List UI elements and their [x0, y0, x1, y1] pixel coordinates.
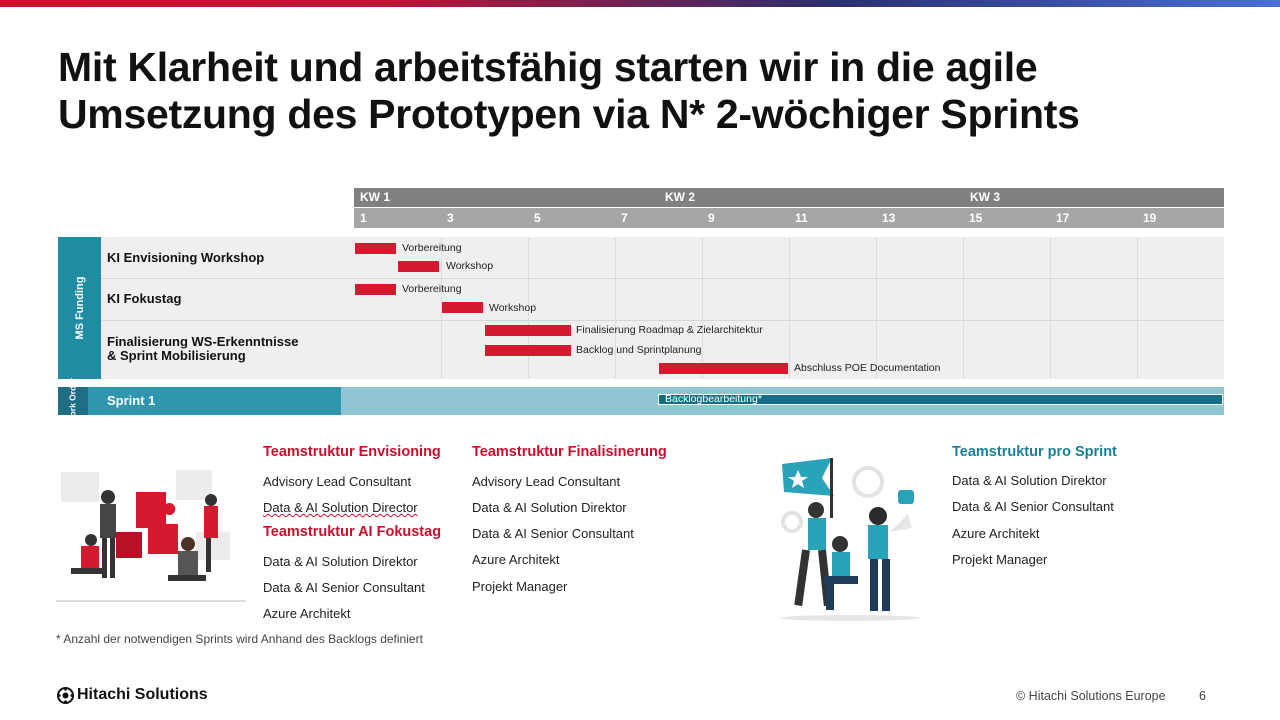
- page-number: 6: [1199, 689, 1206, 703]
- sprint-label: Sprint 1: [88, 387, 341, 415]
- heading-team-envisioning: Teamstruktur Envisioning: [263, 444, 441, 460]
- task-fokustag: KI Fokustag: [107, 291, 182, 306]
- team-member: Data & AI Solution Director: [263, 500, 418, 515]
- team-member: Data & AI Senior Consultant: [952, 499, 1114, 514]
- day-label: 15: [969, 211, 983, 225]
- gantt-bar: [355, 284, 396, 295]
- day-label: 7: [621, 211, 628, 225]
- task-finalisierung-line2: & Sprint Mobilisierung: [107, 348, 246, 363]
- heading-team-fokustag: Teamstruktur AI Fokustag: [263, 524, 442, 540]
- row-divider: [101, 278, 1224, 279]
- task-finalisierung: [107, 335, 298, 363]
- team-member: Projekt Manager: [472, 579, 568, 594]
- gantt-bar: [485, 345, 571, 356]
- task-envisioning-workshop: KI Envisioning Workshop: [107, 250, 265, 265]
- grid-line: [789, 237, 790, 379]
- slide-title: Mit Klarheit und arbeitsfähig starten wir in die agile Umsetzung des Prototypen via N* 2-wöchiger Sprints: [58, 44, 1080, 137]
- grid-line: [963, 237, 964, 379]
- gantt-bar-label: Vorbereitung: [402, 242, 462, 254]
- team-member: Data & AI Senior Consultant: [472, 526, 634, 541]
- day-label: 5: [534, 211, 541, 225]
- team-puzzle-illustration: [56, 462, 246, 612]
- team-member: Advisory Lead Consultant: [263, 474, 412, 489]
- ms-funding-text: MS Funding: [73, 276, 86, 340]
- top-accent-bar: [0, 0, 1280, 7]
- grid-line: [615, 237, 616, 379]
- team-member: Data & AI Solution Direktor: [472, 500, 627, 515]
- week-label-kw2: KW 2: [665, 190, 695, 204]
- day-label: 1: [360, 211, 367, 225]
- day-label: 11: [795, 211, 808, 225]
- day-label: 17: [1056, 211, 1070, 225]
- team-flag-illustration: [770, 452, 930, 624]
- team-member: Azure Architekt: [952, 526, 1040, 541]
- gantt-bar: [659, 363, 788, 374]
- task-finalisierung-line1: Finalisierung WS-Erkenntnisse: [107, 334, 299, 349]
- gantt-bar: [398, 261, 439, 272]
- gantt-bar: [442, 302, 483, 313]
- day-label: 19: [1143, 211, 1157, 225]
- grid-line: [876, 237, 877, 379]
- day-header-row: [354, 208, 1224, 228]
- team-member: Data & AI Senior Consultant: [263, 580, 425, 595]
- ms-funding-label: [58, 237, 101, 379]
- grid-line: [702, 237, 703, 379]
- gantt-bar-label: Workshop: [489, 302, 537, 314]
- team-member: Azure Architekt: [472, 552, 560, 567]
- hitachi-logo-icon: [57, 687, 74, 704]
- team-member: Data & AI Solution Direktor: [263, 554, 418, 569]
- team-member: Azure Architekt: [263, 606, 351, 621]
- company-logo: [57, 686, 208, 704]
- backlog-label: Backlogbearbeitung*: [665, 393, 762, 405]
- copyright: © Hitachi Solutions Europe: [1016, 689, 1166, 703]
- gantt-bar-label: Workshop: [446, 260, 494, 272]
- row-divider: [101, 320, 1224, 321]
- work-order-label: [58, 377, 88, 425]
- heading-team-finalisierung: Teamstruktur Finalisinerung: [472, 444, 667, 460]
- team-member: Data & AI Solution Direktor: [952, 473, 1107, 488]
- day-label: 3: [447, 211, 454, 225]
- day-label: 13: [882, 211, 896, 225]
- gantt-bar-label: Backlog und Sprintplanung: [576, 344, 702, 356]
- week-label-kw1: KW 1: [360, 190, 390, 204]
- logo-text: Hitachi Solutions: [77, 686, 208, 703]
- week-header-row: [354, 188, 1224, 207]
- footnote: * Anzahl der notwendigen Sprints wird Anhand des Backlogs definiert: [56, 632, 423, 646]
- week-label-kw3: KW 3: [970, 190, 1000, 204]
- heading-team-sprint: Teamstruktur pro Sprint: [952, 444, 1117, 460]
- grid-line: [1137, 237, 1138, 379]
- gantt-bar-label: Finalisierung Roadmap & Zielarchitektur: [576, 324, 763, 336]
- work-order-text: Work Order: [67, 377, 78, 425]
- gantt-bar-label: Vorbereitung: [402, 283, 462, 295]
- gantt-bar: [485, 325, 571, 336]
- day-label: 9: [708, 211, 715, 225]
- gantt-bar-label: Abschluss POE Documentation: [794, 362, 941, 374]
- team-member: Projekt Manager: [952, 552, 1048, 567]
- team-member: Advisory Lead Consultant: [472, 474, 621, 489]
- gantt-bar: [355, 243, 396, 254]
- grid-line: [1050, 237, 1051, 379]
